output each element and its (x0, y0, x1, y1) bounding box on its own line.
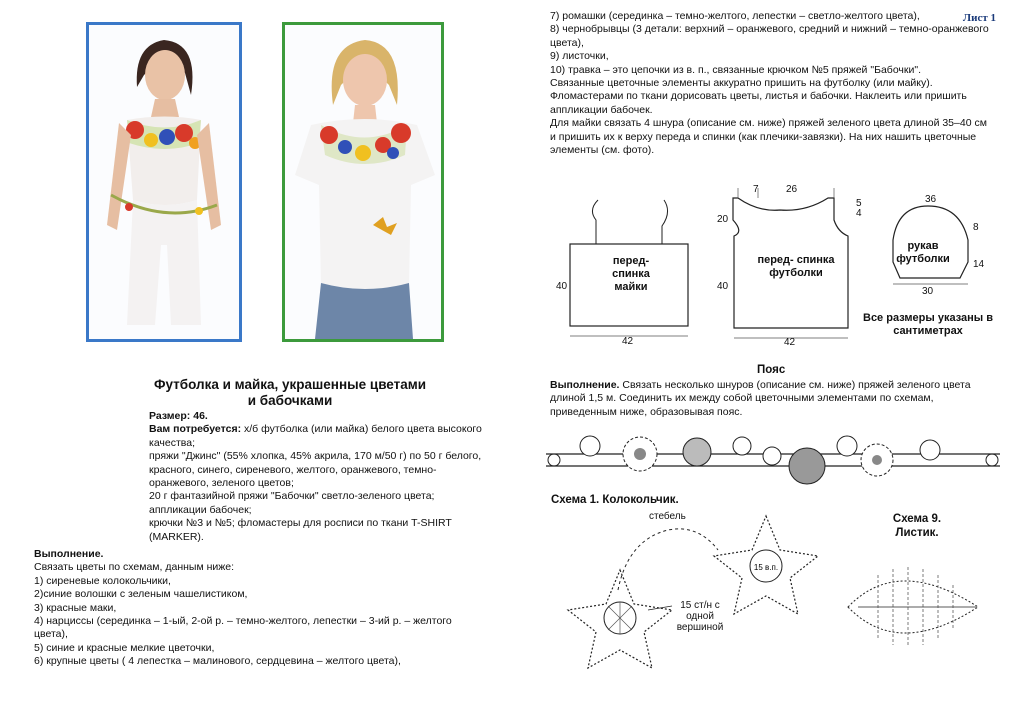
materials-needed (149, 423, 484, 450)
yarn-line: крючки №3 и №5; фломастеры для росписи по ткани T-SHIRT (MARKER). (149, 517, 452, 543)
belt-flower (789, 448, 825, 484)
list-item: 6) крупные цветы ( 4 лепестка – малинового, сердцевина – желтого цвета), (34, 655, 401, 668)
materials-block (149, 410, 484, 544)
scheme1-stem-label: стебель (649, 511, 686, 522)
sleeve-top-dim: 36 (925, 194, 937, 205)
need-text: х/б футболка (или майка) белого цвета высокого качества; (149, 423, 482, 449)
stem-chain (618, 529, 718, 590)
photo-tshirt (282, 22, 444, 342)
belt-flower (837, 436, 857, 456)
scheme1-title: Схема 1. Колокольчик. (551, 494, 679, 506)
sleeve-width-dim: 30 (922, 286, 934, 297)
list-item: 3) красные маки, (34, 601, 117, 614)
tshirt-top-dim: 7 (753, 184, 759, 195)
belt-flower-center (872, 455, 882, 465)
tank-label: перед- спинка майки (612, 255, 650, 293)
scheme1-note: 15 ст/н с одной вершиной (676, 600, 724, 633)
belt-flower (920, 440, 940, 460)
scheme1-center-label: 15 в.п. (753, 563, 779, 572)
execution-intro: Связать цветы по схемам, данным ниже: (34, 561, 235, 574)
yarn-line: 20 г фантазийной пряжи "Бабочки" светло-зеленого цвета; (149, 490, 435, 503)
list-item: 7) ромашки (серединка – темно-желтого, лепестки – светло-желтого цвета), (550, 10, 920, 22)
sleeve-height-dim: 14 (973, 259, 985, 270)
list-item: 5) синие и красные мелкие цветочки, (34, 641, 215, 654)
straps-paragraph: Для майки связать 4 шнура (описание см. ниже) пряжей зеленого цвета длиной 35–40 см и пришить их к верху переда и спинки (как плечики-завязки). На них нашить цветочные элементы (см. фото). (550, 117, 987, 157)
size-label: Размер: 46. (149, 410, 208, 422)
list-item: 2)синие волошки с зеленым чашелистиком, (34, 588, 248, 601)
scheme1-diagram (548, 510, 838, 680)
tshirt-top-dim: 26 (786, 184, 798, 195)
tshirt-height: 40 (717, 281, 729, 292)
model-illustration (285, 25, 441, 339)
execution-block (34, 548, 486, 669)
belt-flower (683, 438, 711, 466)
tshirt-neck-dim: 4 (856, 208, 862, 219)
page-title: Футболка и майка, украшенные цветами и бабочками (153, 377, 427, 408)
units-note: Все размеры указаны в сантиметрах (863, 312, 993, 337)
photo-tank-top (86, 22, 242, 342)
sleeve-cap-dim: 8 (973, 222, 979, 233)
belt-knot (986, 454, 998, 466)
belt-flower-center (634, 448, 646, 460)
model-illustration (89, 25, 239, 339)
tank-height: 40 (556, 281, 568, 292)
belt-text: Связать несколько шнуров (описание см. ниже) пряжей зеленого цвета длиной 1,5 м. Соединить их между собой цветочными элементами по схемам, приведенным ниже, образовывая пояс. (550, 379, 971, 418)
belt-paragraph (550, 379, 995, 419)
sewing-paragraph: Связанные цветочные элементы аккуратно пришить на футболку (или майку). Фломастерами по ткани дорисовать цветы, листья и бабочки. Наклеить или пришить аппликации бабочек. (550, 77, 967, 116)
belt-flower (763, 447, 781, 465)
list-item: 10) травка – это цепочки из в. п., связанные крючком №5 пряжей "Бабочки". (550, 63, 921, 76)
belt-block (550, 379, 995, 419)
bell-flower-left (568, 570, 672, 668)
list-item: 4) нарциссы (серединка – 1-ый, 2-ой р. – темно-желтого, лепестки – 3-ий р. – желтого цвета), (34, 615, 452, 641)
tshirt-width: 42 (784, 337, 796, 348)
right-instructions (550, 10, 995, 157)
tshirt-label: перед- спинка футболки (757, 254, 835, 279)
execution-label: Выполнение. (34, 548, 104, 560)
belt-flower (580, 436, 600, 456)
tank-width: 42 (622, 336, 634, 347)
list-item: 9) листочки, (550, 50, 609, 63)
list-item: 1) сиреневые колокольчики, (34, 574, 171, 587)
belt-exec-label: Выполнение. (550, 379, 620, 391)
scheme9-title: Схема 9. Листик. (892, 513, 942, 539)
bell-flower-right (714, 516, 818, 614)
tshirt-neck-dim: 5 (856, 198, 862, 209)
page-label: Лист 1 (962, 12, 996, 24)
belt-diagram (542, 426, 1004, 494)
scheme9-diagram (838, 545, 988, 675)
yarn-line: пряжи "Джинс" (55% хлопка, 45% акрила, 170 м/50 г) по 50 г белого, красного, синего, сиреневого, желтого, оранжевого, темно-оранжевого, зеленого цветов; (149, 450, 482, 490)
yarn-line: аппликации бабочек; (149, 503, 252, 516)
belt-title: Пояс (757, 364, 786, 376)
need-label: Вам потребуется: (149, 423, 242, 436)
belt-knot (548, 454, 560, 466)
tshirt-side-dim: 20 (717, 214, 729, 225)
belt-flower (733, 437, 751, 455)
sleeve-label: рукав футболки (896, 240, 950, 265)
list-item: 8) чернобрывцы (3 детали: верхний – оранжевого, средний и нижний – темно-оранжевого цвета), (550, 23, 989, 49)
